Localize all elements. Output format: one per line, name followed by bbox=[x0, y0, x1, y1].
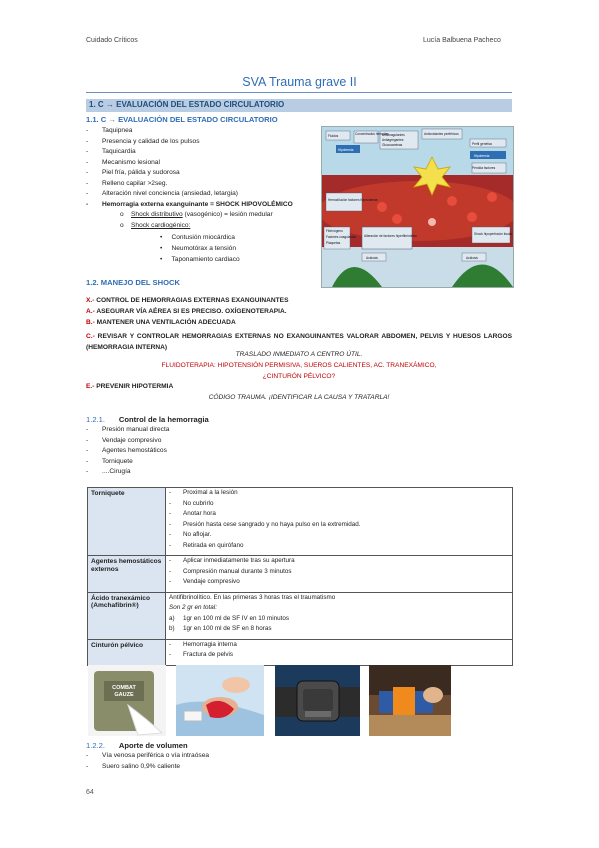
bullet-icon: • bbox=[160, 234, 163, 241]
list-item: - Retirada en quirófano bbox=[169, 543, 509, 554]
signs-list bbox=[86, 128, 293, 212]
heading-text: Aporte de volumen bbox=[118, 741, 188, 750]
step-b bbox=[86, 320, 236, 327]
table-row bbox=[88, 488, 513, 556]
list-item: - Aplicar inmediatamente tras su apertura bbox=[169, 558, 509, 569]
fig-label: Hipotermia bbox=[338, 148, 354, 152]
section-heading-bar bbox=[86, 99, 512, 112]
fig-label: Alteración de factores hiperfibrinólisis bbox=[364, 234, 417, 238]
tourniquet-photo bbox=[275, 665, 360, 736]
fluidoterapia-text: FLUIDOTERAPIA: HIPOTENSIÓN PERMISIVA, SUEROS CALIENTES, AC. TRANEXÁMICO, bbox=[161, 362, 437, 369]
list-item: - Torniquete bbox=[86, 459, 169, 470]
wound-packing-image bbox=[176, 665, 264, 736]
list-item: - Alteración nivel conciencia (ansiedad, letargia) bbox=[86, 191, 293, 202]
list-item: - No aflojar. bbox=[169, 532, 509, 543]
fig-label: Concentrados hematíes bbox=[355, 132, 389, 136]
subsection-1-2-2-heading bbox=[86, 742, 188, 751]
fig-label: Antioxidantes periféricos bbox=[424, 132, 459, 136]
fig-label: Fibrinógeno bbox=[326, 229, 343, 233]
combat-gauze-photo bbox=[88, 665, 166, 736]
step-x bbox=[86, 298, 288, 305]
table-value-cell bbox=[166, 592, 513, 639]
list-item: - Taquipnea bbox=[86, 128, 293, 139]
step-a bbox=[86, 309, 287, 316]
sub-item-text: Contusión miocárdica bbox=[171, 234, 235, 241]
subsection-1-2-1-heading bbox=[86, 416, 209, 425]
list-item: - Piel fría, pálida y sudorosa bbox=[86, 170, 293, 181]
codigo-trauma-text: CÓDIGO TRAUMA. ¡IDENTIFICAR LA CAUSA Y TRATARLA! bbox=[208, 394, 390, 401]
list-item: - Anotar hora bbox=[169, 511, 509, 522]
step-text: 1gr en 100 ml de SF IV en 10 minutos bbox=[183, 614, 290, 622]
bullet-icon: • bbox=[160, 245, 163, 252]
sub-item-text: Taponamiento cardiaco bbox=[171, 256, 240, 263]
tourniquet-image bbox=[275, 665, 360, 736]
step-key: E.- bbox=[86, 383, 95, 390]
list-item: - Presión manual directa bbox=[86, 427, 169, 438]
header-left: Cuidado Críticos bbox=[86, 37, 138, 44]
subsection-1-2-heading: 1.2. MANEJO DEL SHOCK bbox=[86, 278, 180, 287]
tranexamic-step-b bbox=[169, 626, 509, 637]
table-row bbox=[88, 592, 513, 639]
table-value-cell bbox=[166, 556, 513, 593]
list-item: - Hemorragia interna bbox=[169, 642, 509, 653]
step-text: ASEGURAR VÍA AÉREA SI ES PRECISO. OXÍGENOTERAPIA. bbox=[94, 308, 287, 315]
table-row bbox=[88, 556, 513, 593]
list-item: - Vendaje compresivo bbox=[169, 579, 509, 590]
step-key: A.- bbox=[86, 308, 95, 315]
heading-number: 1.2.1. bbox=[86, 415, 105, 424]
fig-label: Shock hipoperfusión tisular bbox=[474, 232, 513, 236]
title-underline bbox=[86, 92, 512, 93]
step-e bbox=[86, 384, 173, 391]
list-item: - Taquicardia bbox=[86, 149, 293, 160]
list-item: - Mecanismo lesional bbox=[86, 160, 293, 171]
shock-distributivo-text: (vasogénico) = lesión medular bbox=[182, 211, 273, 218]
shock-distributivo-label: Shock distributivo bbox=[131, 211, 183, 218]
step-key: X.- bbox=[86, 297, 95, 304]
list-item: - No cubrirlo bbox=[169, 501, 509, 512]
step-key: B.- bbox=[86, 319, 95, 326]
fig-label: Anticoagulantes bbox=[382, 133, 405, 137]
list-item: - Agentes hemostáticos bbox=[86, 448, 169, 459]
fig-label: Acidosis bbox=[466, 256, 478, 260]
fig-label: Factores coagulación bbox=[326, 235, 357, 239]
list-item: - ....Cirugía bbox=[86, 469, 169, 480]
shock-cardiogenico bbox=[120, 223, 190, 230]
list-item: - Vía venosa periférica o vía intraósea bbox=[86, 753, 209, 764]
list-item: - Presencia y calidad de los pulsos bbox=[86, 139, 293, 150]
step-text: PREVENIR HIPOTERMIA bbox=[94, 383, 174, 390]
step-key: C.- bbox=[86, 333, 95, 340]
wound-packing-illustration bbox=[176, 665, 264, 736]
sub-bullet bbox=[160, 235, 235, 242]
step-text: MANTENER UNA VENTILACIÓN ADECUADA bbox=[94, 319, 236, 326]
heading-text: Control de la hemorragia bbox=[118, 415, 209, 424]
gauze-label: COMBAT bbox=[112, 685, 136, 691]
section-heading: 1. C → EVALUACIÓN DEL ESTADO CIRCULATORIO bbox=[89, 100, 285, 109]
table-row bbox=[88, 639, 513, 665]
cinturon-text: ¿CINTURÓN PÉLVICO? bbox=[262, 373, 336, 380]
fig-label: Plaquetas bbox=[326, 241, 341, 245]
step-key: b) bbox=[169, 625, 175, 632]
fig-label: Glucosaminas bbox=[382, 143, 403, 147]
list-item: - Vendaje compresivo bbox=[86, 438, 169, 449]
fig-label: Hipotermia bbox=[474, 154, 490, 158]
step-c bbox=[86, 331, 512, 353]
fig-label: Acidosis bbox=[366, 256, 378, 260]
sub-bullet bbox=[160, 257, 240, 264]
volume-list bbox=[86, 753, 209, 774]
list-item-bold: - Hemorragia externa exanguinante = SHOCK HIPOVOLÉMICO bbox=[86, 202, 293, 213]
circle-bullet-icon: o bbox=[120, 211, 124, 218]
page-title: SVA Trauma grave II bbox=[242, 75, 357, 89]
table-value-cell bbox=[166, 488, 513, 556]
page-number: 64 bbox=[86, 789, 94, 796]
heading-number: 1.2.2. bbox=[86, 741, 105, 750]
traslado-text: TRASLADO INMEDIATO A CENTRO ÚTIL. bbox=[235, 351, 363, 358]
step-key: a) bbox=[169, 614, 175, 622]
sub-bullet bbox=[160, 246, 236, 253]
table-value-cell bbox=[166, 639, 513, 665]
shock-cardiogenico-label: Shock cardiogénico: bbox=[131, 222, 191, 229]
table-key-cell: Torniquete bbox=[88, 488, 166, 556]
pelvic-binder-photo bbox=[369, 665, 451, 736]
list-item: - Proximal a la lesión bbox=[169, 490, 509, 501]
tranexamic-line: Antifibrinolítico. En las primeras 3 horas tras el traumatismo bbox=[169, 593, 336, 601]
sub-item-text: Neumotórax a tensión bbox=[171, 245, 236, 252]
list-item: - Suero salino 0,9% caliente bbox=[86, 764, 209, 775]
fig-label: Hemodilución factores hipovolemia bbox=[328, 198, 378, 202]
coagulopathy-illustration bbox=[321, 126, 514, 288]
pelvic-binder-image bbox=[369, 665, 451, 736]
list-item: - Compresión manual durante 3 minutos bbox=[169, 569, 509, 580]
step-text: 1gr en 100 ml de SF en 8 horas bbox=[183, 625, 272, 632]
table-key-cell: Cinturón pélvico bbox=[88, 639, 166, 665]
fig-label: Fluidos bbox=[328, 134, 339, 138]
list-item: - Relleno capilar >2seg. bbox=[86, 181, 293, 192]
tranexamic-dose: Son 2 gr en total: bbox=[169, 604, 217, 611]
fig-label: Perfil genético bbox=[472, 142, 493, 146]
gauze-label: GAUZE bbox=[114, 692, 134, 698]
table-key-cell: Ácido tranexámico (Amchafibrin®) bbox=[88, 592, 166, 639]
illustration-svg bbox=[322, 127, 513, 287]
hemorrhage-control-list bbox=[86, 427, 169, 480]
step-text: REVISAR Y CONTROLAR HEMORRAGIAS EXTERNAS NO EXANGUINANTES VALORAR ABDOMEN, PELVIS Y HUESOS LARGOS (HEMORRAGIA INTERNA) bbox=[86, 333, 512, 351]
header-right: Lucía Balbuena Pacheco bbox=[423, 37, 501, 44]
shock-distributivo bbox=[120, 212, 273, 219]
bullet-icon: • bbox=[160, 256, 163, 263]
list-item: - Fractura de pelvis bbox=[169, 652, 509, 663]
fig-label: Pérdida factores bbox=[472, 166, 496, 170]
step-text: CONTROL DE HEMORRAGIAS EXTERNAS EXANGUINANTES bbox=[94, 297, 289, 304]
hemorrhage-table bbox=[87, 487, 513, 666]
table-key-cell: Agentes hemostáticos externos bbox=[88, 556, 166, 593]
subsection-1-1-heading: 1.1. C → EVALUACIÓN DEL ESTADO CIRCULATORIO bbox=[86, 115, 278, 124]
list-item: - Presión hasta cese sangrado y no haya pulso en la extremidad. bbox=[169, 522, 509, 533]
fig-label: Antiagregantes bbox=[382, 138, 404, 142]
combat-gauze-image bbox=[88, 665, 166, 736]
circle-bullet-icon: o bbox=[120, 222, 124, 229]
